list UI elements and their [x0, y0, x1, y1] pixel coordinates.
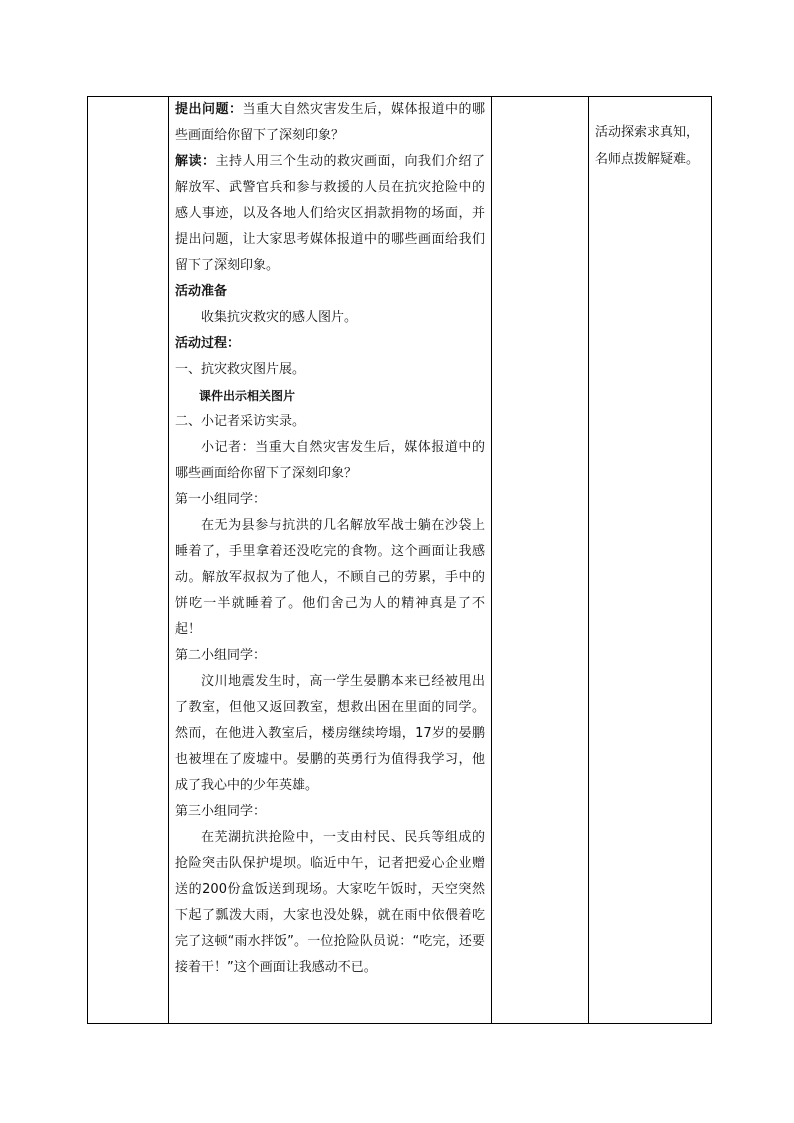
explain-label: 解读： [175, 154, 216, 169]
reporter-question: 小记者：当重大自然灾害发生后，媒体报道中的哪些画面给你留下了深刻印象？ [175, 440, 485, 481]
group-1-text: 在无为县参与抗洪的几名解放军战士躺在沙袋上睡着了，手里拿着还没吃完的食物。这个画面让我感动。解放军叔叔为了他人，不顾自己的劳累，手中的饼吃一半就睡着了。他们舍己为人的精神真是了不起！ [175, 518, 485, 637]
prep-heading: 活动准备 [175, 284, 228, 299]
step-2: 二、小记者采访实录。 [175, 414, 306, 429]
activity-content-cell [169, 97, 492, 1024]
group-2-label: 第二小组同学： [175, 648, 267, 663]
group-1-label: 第一小组同学： [175, 492, 267, 507]
blank-cell-middle [492, 97, 589, 1024]
activity-content [169, 97, 491, 981]
group-3-label: 第三小组同学： [175, 804, 267, 819]
group-2-text: 汶川地震发生时，高一学生晏鹏本来已经被甩出了教室，但他又返回教室，想救出困在里面的同学。然而，在他进入教室后，楼房继续垮塌，17岁的晏鹏也被埋在了废墟中。晏鹏的英勇行为值得我学习，他成了我心中的少年英雄。 [175, 674, 485, 793]
table-row [88, 97, 712, 1024]
lesson-plan-table [87, 96, 712, 1024]
intro-label: 提出问题： [175, 102, 243, 117]
explain-text: 主持人用三个生动的救灾画面，向我们介绍了解放军、武警官兵和参与救援的人员在抗灾抢险中的感人事迹，以及各地人们给灾区捐款捐物的场面，并提出问题，让大家思考媒体报道中的哪些画面给我们留下了深刻印象。 [175, 154, 485, 273]
process-heading: 活动过程： [175, 336, 241, 351]
intro-question [175, 97, 485, 149]
intro-text: 当重大自然灾害发生后，媒体报道中的哪些画面给你留下了深刻印象？ [175, 102, 485, 143]
step-1: 一、抗灾救灾图片展。 [175, 362, 306, 377]
blank-cell-left [88, 97, 169, 1024]
teaching-note-cell [589, 97, 712, 1024]
group-3-text: 在芜湖抗洪抢险中，一支由村民、民兵等组成的抢险突击队保护堤坝。临近中午，记者把爱心企业赠送的200份盒饭送到现场。大家吃午饭时，天空突然下起了瓢泼大雨，大家也没处躲，就在雨中依偎着吃完了这顿“雨水拌饭”。一位抢险队员说：“吃完，还要接着干！”这个画面让我感动不已。 [175, 830, 485, 975]
explanation [175, 149, 485, 279]
step-1-note: 课件出示相关图片 [199, 389, 296, 403]
prep-text: 收集抗灾救灾的感人图片。 [201, 310, 358, 325]
teaching-note: 活动探索求真知，名师点拨解疑难。 [595, 125, 700, 167]
